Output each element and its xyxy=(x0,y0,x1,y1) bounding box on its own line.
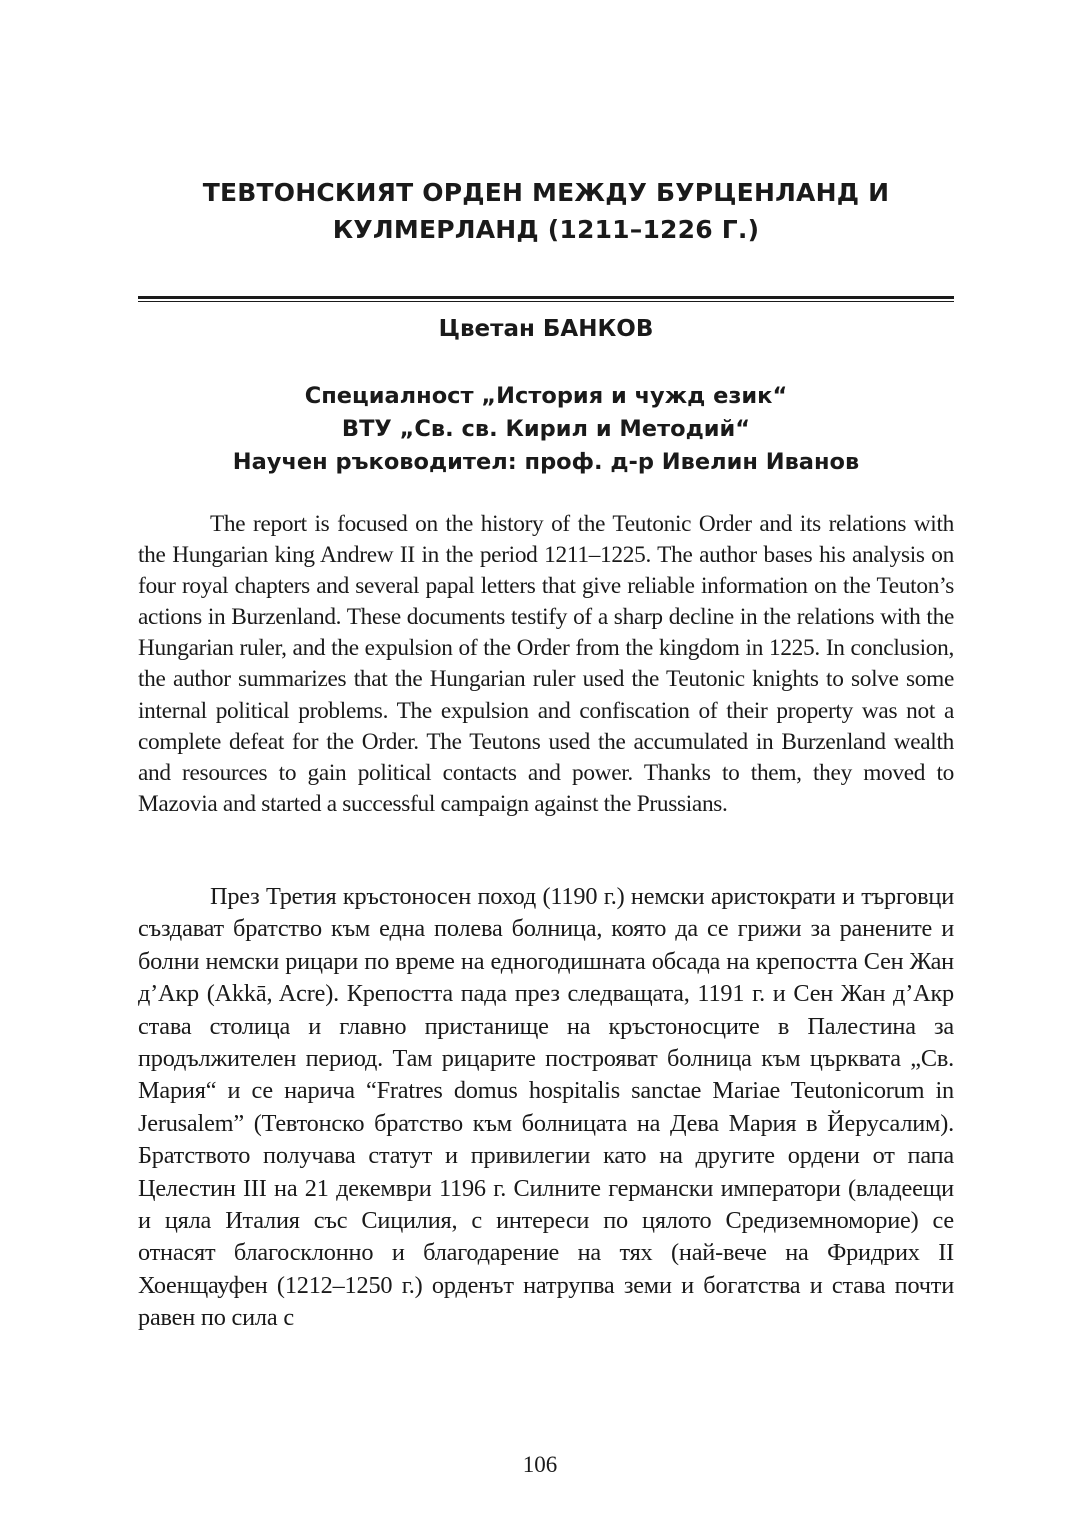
affiliation-specialty: Специалност „История и чужд език“ xyxy=(304,383,788,409)
affiliation-university: ВТУ „Св. св. Кирил и Методий“ xyxy=(341,416,751,442)
author-affiliation xyxy=(138,380,954,479)
article-title xyxy=(138,174,954,248)
title-line-2: КУЛМЕРЛАНД (1211–1226 Г.) xyxy=(332,215,760,244)
divider-thin-line xyxy=(138,301,954,302)
divider-thick-line xyxy=(138,296,954,299)
abstract-paragraph: The report is focused on the history of the Teutonic Order and its relations with the Hungarian king Andrew II in the period 1211–1225. The author bases his analysis on four royal chapters and several papal letters that give reliable information on the Teuton’s actions in Burzenland. These documents testify of a sharp decline in the relations with the Hungarian ruler, and the expulsion of the Order from the kingdom in 1225. In conclusion, the author summarizes that the Hungarian ruler used the Teutonic knights to solve some internal political problems. The expulsion and confiscation of their property was not a complete defeat for the Order. The Teutons used the accumulated in Burzenland wealth and resources to gain political contacts and power. Thanks to them, they moved to Mazovia and started a successful campaign against the Prussians. xyxy=(138,511,954,817)
page-number: 106 xyxy=(522,1452,558,1477)
affiliation-supervisor: Научен ръководител: проф. д-р Ивелин Иванов xyxy=(232,449,860,475)
title-divider xyxy=(138,296,954,302)
author-name: Цветан БАНКОВ xyxy=(438,316,654,342)
title-line-1: ТЕВТОНСКИЯТ ОРДЕН МЕЖДУ БУРЦЕНЛАНД И xyxy=(202,178,890,207)
body-paragraph: През Третия кръстоносен поход (1190 г.) немски аристократи и търговци създават братство към една полева болница, която да се грижи за ранените и болни немски рицари по време на едногодишната обсада на крепостта Сен Жан д’Акр (Akkā, Acre). Крепостта пада през следващата, 1191 г. и Сен Жан д’Акр става столица и главно пристанище на кръстоносците в Палестина за продължителен период. Там рицарите построяват болница към църквата „Св. Мария“ и се нарича “Fratres domus hospitalis sanctae Mariae Teutonicorum in Jerusalem” (Тевтонско братство към болницата на Дева Мария в Йерусалим). Братството получава статут и привилегии като на другите ордени от папа Целестин III на 21 декември 1196 г. Силните германски императори (владеещи и цяла Италия със Сицилия, с интереси по цялото Средиземноморие) се отнасят благосклонно и благодарение на тях (най-вече на Фридрих II Хоенщауфен (1212–1250 г.) орденът натрупва земи и богатства и става почти равен по сила с xyxy=(138,883,954,1332)
